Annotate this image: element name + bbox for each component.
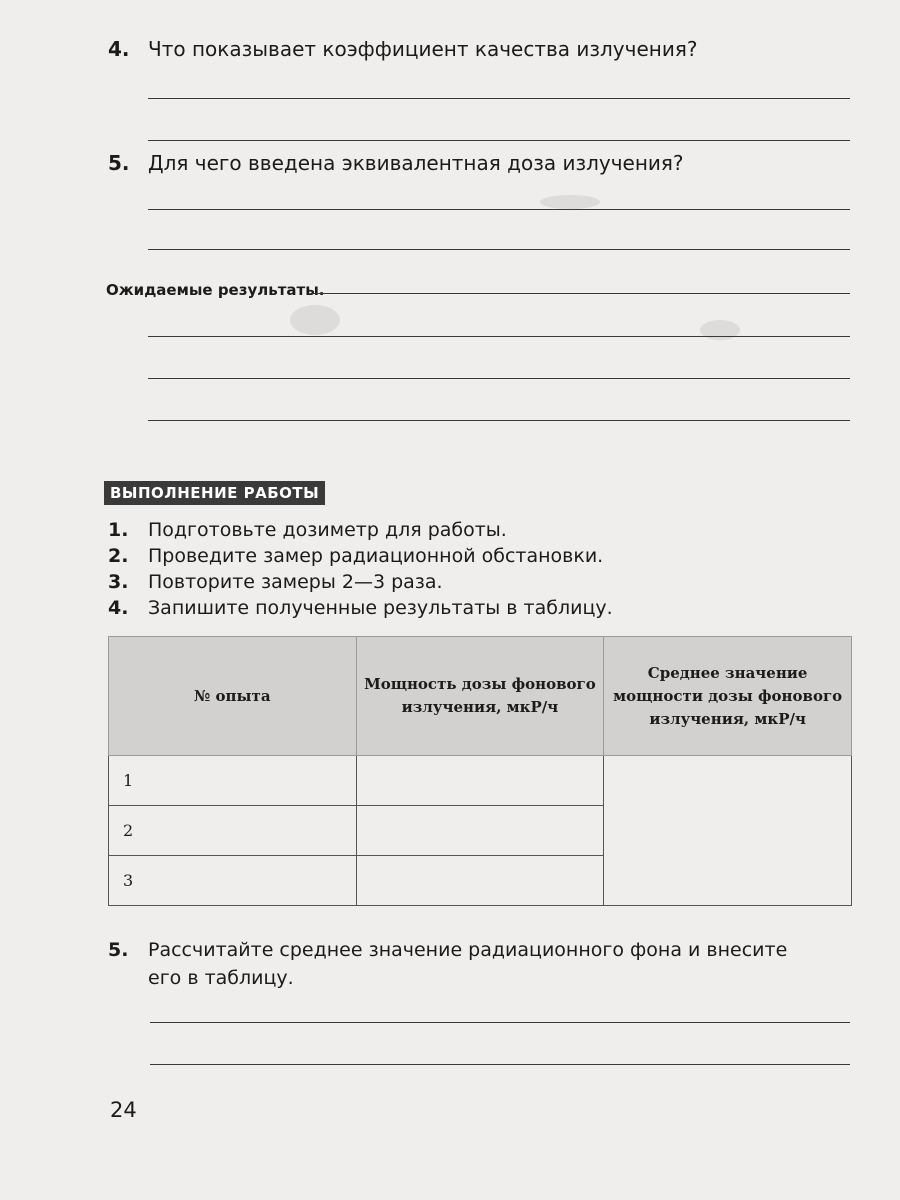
answer-line[interactable]: [312, 293, 850, 294]
experiment-number-cell: 2: [109, 806, 357, 856]
header-average-dose-rate: Среднее значение мощности дозы фонового излучения, мкР/ч: [604, 637, 852, 756]
step-text: Повторите замеры 2—3 раза.: [148, 571, 443, 593]
table-row: [109, 756, 852, 806]
page-number: 24: [110, 1098, 137, 1122]
step-item: [108, 570, 443, 594]
question-text: Что показывает коэффициент качества излучения?: [148, 37, 698, 61]
question-5: [108, 150, 684, 176]
step-text: Подготовьте дозиметр для работы.: [148, 519, 507, 541]
final-step: [108, 938, 787, 962]
question-text: Для чего введена эквивалентная доза излучения?: [148, 151, 684, 175]
section-title: ВЫПОЛНЕНИЕ РАБОТЫ: [104, 481, 325, 505]
dose-rate-cell[interactable]: [356, 756, 604, 806]
header-dose-rate: Мощность дозы фонового излучения, мкР/ч: [356, 637, 604, 756]
answer-line[interactable]: [148, 249, 850, 250]
answer-line[interactable]: [148, 140, 850, 141]
final-step-continuation: [148, 966, 294, 990]
answer-line[interactable]: [150, 1064, 850, 1065]
experiment-number-cell: 1: [109, 756, 357, 806]
answer-line[interactable]: [148, 336, 850, 337]
header-experiment-number: № опыта: [109, 637, 357, 756]
results-table: [108, 636, 852, 906]
step-number: 4.: [108, 597, 129, 619]
question-4: [108, 36, 697, 62]
ink-smudge: [290, 305, 340, 335]
dose-rate-cell[interactable]: [356, 806, 604, 856]
table-header-row: [109, 637, 852, 756]
step-text: Запишите полученные результаты в таблицу.: [148, 597, 613, 619]
answer-line[interactable]: [148, 378, 850, 379]
step-item: [108, 518, 507, 542]
answer-line[interactable]: [150, 1022, 850, 1023]
question-number: 4.: [108, 37, 130, 61]
step-number: 2.: [108, 545, 129, 567]
experiment-number-cell: 3: [109, 856, 357, 906]
step-text: Рассчитайте среднее значение радиационного фона и внесите: [148, 939, 788, 961]
step-text: Проведите замер радиационной обстановки.: [148, 545, 604, 567]
step-number: 5.: [108, 939, 129, 961]
answer-line[interactable]: [148, 420, 850, 421]
answer-line[interactable]: [148, 98, 850, 99]
step-number: 1.: [108, 519, 129, 541]
dose-rate-cell[interactable]: [356, 856, 604, 906]
step-item: [108, 544, 603, 568]
answer-line[interactable]: [148, 209, 850, 210]
average-dose-rate-cell[interactable]: [604, 756, 852, 906]
expected-results-label: Ожидаемые результаты.: [106, 281, 325, 299]
step-number: 3.: [108, 571, 129, 593]
ink-smudge: [540, 195, 600, 209]
ink-smudge: [700, 320, 740, 340]
step-text: его в таблицу.: [148, 967, 294, 989]
step-item: [108, 596, 613, 620]
question-number: 5.: [108, 151, 130, 175]
